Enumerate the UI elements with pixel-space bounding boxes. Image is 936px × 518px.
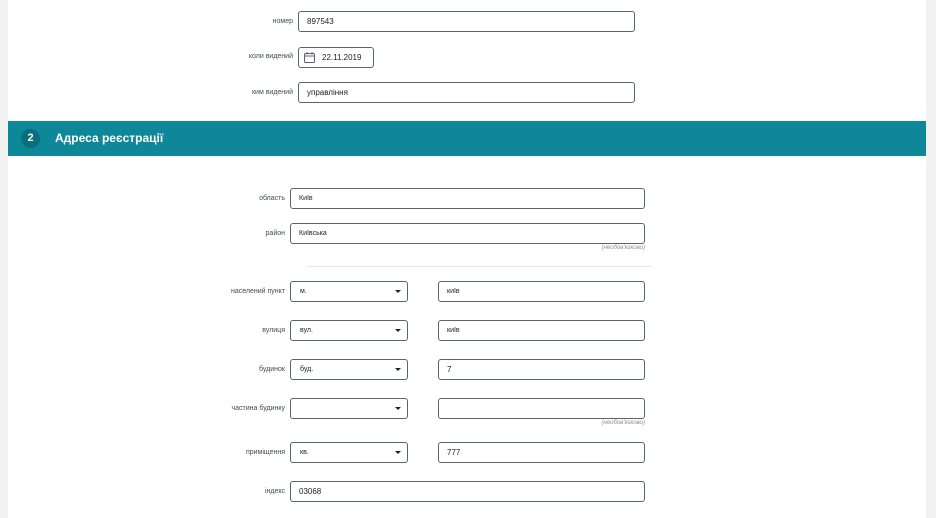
number-field[interactable]: 897543 [298, 11, 635, 32]
street-type-value: вул. [300, 327, 313, 334]
postcode-label: індекс [264, 488, 285, 495]
chevron-down-icon[interactable] [395, 368, 401, 371]
district-label: район [265, 230, 285, 237]
divider [306, 266, 652, 267]
district-field[interactable]: Київська [290, 223, 645, 244]
issued-by-field[interactable]: управління [298, 82, 635, 103]
building-part-type-select[interactable] [290, 398, 408, 419]
building-type-select[interactable] [290, 359, 408, 380]
region-field[interactable]: Київ [290, 188, 645, 209]
chevron-down-icon[interactable] [395, 329, 401, 332]
issued-date-value: 22.11.2019 [322, 53, 362, 62]
settlement-field[interactable]: київ [438, 281, 645, 302]
building-part-field[interactable] [438, 398, 645, 419]
building-type-value: буд. [300, 366, 314, 373]
street-field[interactable]: київ [438, 320, 645, 341]
premises-field[interactable]: 777 [438, 442, 645, 463]
calendar-icon[interactable] [304, 52, 315, 63]
chevron-down-icon[interactable] [395, 407, 401, 410]
building-label: будинок [259, 366, 285, 373]
settlement-type-select[interactable] [290, 281, 408, 302]
form-sheet [8, 0, 926, 518]
issued-date-label: коли видений [248, 53, 293, 60]
building-field[interactable]: 7 [438, 359, 645, 380]
street-type-select[interactable] [290, 320, 408, 341]
chevron-down-icon[interactable] [395, 451, 401, 454]
region-label: область [259, 195, 285, 202]
section-header [8, 121, 926, 156]
settlement-label: населений пункт [230, 288, 285, 295]
section-title: Адреса реєстрації [55, 131, 164, 145]
building-part-label: частина будинку [231, 405, 285, 412]
postcode-field[interactable]: 03068 [290, 481, 645, 502]
premises-type-select[interactable] [290, 442, 408, 463]
section-number: 2 [21, 129, 40, 148]
district-optional-hint: (необов'язково) [601, 245, 645, 251]
issued-date-field[interactable] [298, 47, 374, 68]
premises-label: приміщення [245, 449, 285, 456]
number-label: номер [272, 18, 293, 25]
premises-type-value: кв. [300, 449, 309, 456]
building-part-optional-hint: (необов'язково) [601, 420, 645, 426]
chevron-down-icon[interactable] [395, 290, 401, 293]
issued-by-label: ким видений [251, 89, 293, 96]
street-label: вулиця [262, 327, 285, 334]
settlement-type-value: м. [300, 288, 307, 295]
